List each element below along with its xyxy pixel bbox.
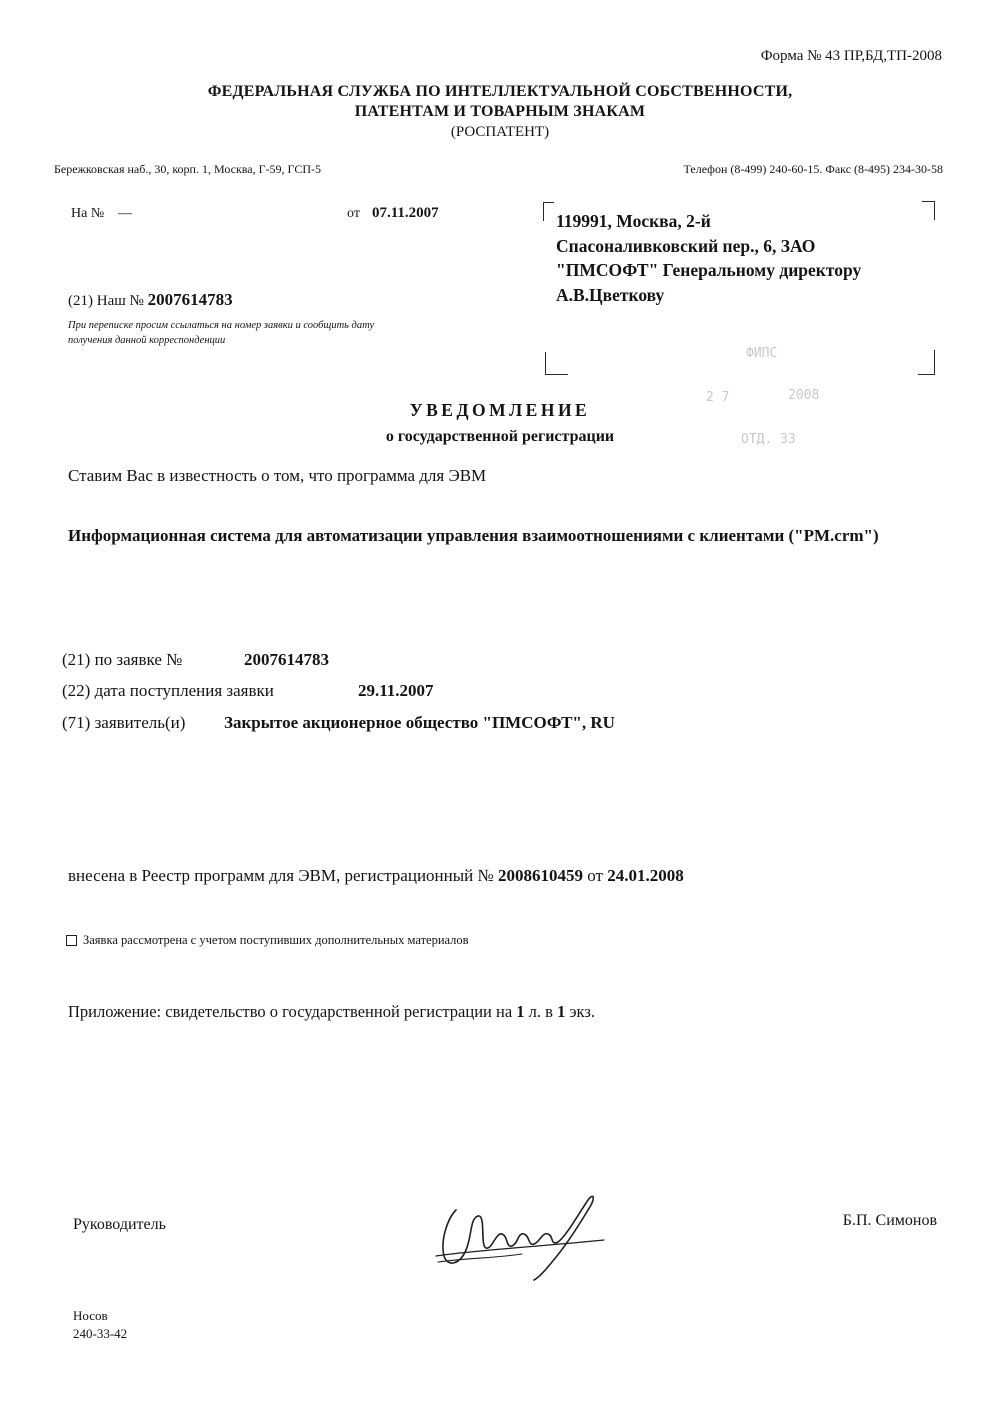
applicant-value: Закрытое акционерное общество "ПМСОФТ", RU: [224, 713, 615, 732]
head-name: Б.П. Симонов: [842, 1212, 937, 1229]
notice-title: УВЕДОМЛЕНИЕ: [409, 400, 591, 420]
recipient-line: 119991, Москва, 2-й: [556, 211, 711, 231]
receipt-date-value: 29.11.2007: [358, 681, 434, 700]
applicant-row: [62, 713, 615, 733]
recipient-line: А.В.Цветкову: [556, 284, 665, 305]
incoming-ref-label: На №: [71, 206, 105, 221]
additional-materials-checkbox-row: [66, 933, 469, 948]
notice-intro: Ставим Вас в известность о том, что программа для ЭВМ: [68, 466, 487, 485]
incoming-ref-value: —: [118, 206, 132, 221]
recipient-line: Спасоналивковский пер., 6, ЗАО: [556, 235, 816, 256]
application-number-value: 2007614783: [244, 650, 329, 669]
registration-date: 24.01.2008: [607, 866, 684, 885]
agency-name-line2: ПАТЕНТАМ И ТОВАРНЫМ ЗНАКАМ: [354, 103, 646, 120]
receipt-date-row: [62, 681, 434, 701]
registration-date-label: от: [587, 866, 603, 885]
appendix-sheets-unit: л. в: [528, 1002, 553, 1021]
registration-statement: [68, 866, 684, 886]
application-number-row: [62, 650, 329, 670]
agency-name-line1: ФЕДЕРАЛЬНАЯ СЛУЖБА ПО ИНТЕЛЛЕКТУАЛЬНОЙ СОБСТВЕННОСТИ,: [207, 83, 793, 100]
address-frame-corner: [545, 352, 568, 375]
additional-materials-checkbox: [66, 935, 77, 946]
program-name: Информационная система для автоматизации управления взаимоотношениями с клиентами ("PM.crm"): [68, 526, 879, 545]
appendix-copies: 1: [557, 1002, 566, 1021]
head-title: Руководитель: [73, 1216, 166, 1233]
received-stamp-year: 2008: [788, 388, 820, 403]
correspondence-note: При переписке просим ссылаться на номер заявки и сообщить дату получения данной корреспонденции: [68, 320, 375, 346]
incoming-date-value: 07.11.2007: [372, 205, 439, 221]
application-number-label: (21) по заявке №: [62, 650, 183, 669]
handwritten-signature: [426, 1188, 626, 1288]
appendix-label: Приложение: свидетельство о государственной регистрации на: [68, 1002, 513, 1021]
our-number-label: (21) Наш №: [68, 293, 144, 309]
additional-materials-label: Заявка рассмотрена с учетом поступивших дополнительных материалов: [83, 933, 469, 947]
address-frame-corner: [922, 201, 935, 220]
our-number: [68, 290, 233, 310]
received-stamp-day: 2 7: [706, 390, 730, 405]
incoming-date-label: от: [347, 206, 360, 221]
agency-address: Бережковская наб., 30, корп. 1, Москва, Г-59, ГСП-5: [54, 162, 322, 176]
appendix-copies-unit: экз.: [569, 1002, 595, 1021]
receipt-date-label: (22) дата поступления заявки: [62, 681, 274, 700]
received-stamp-dept: ОТД. 33: [741, 432, 796, 447]
agency-abbreviation: (РОСПАТЕНТ): [450, 124, 550, 140]
applicant-label: (71) заявитель(и): [62, 713, 186, 732]
form-number: Форма № 43 ПР,БД,ТП-2008: [760, 48, 942, 64]
executor-phone: 240-33-42: [73, 1326, 128, 1341]
received-stamp-org: ФИПС: [746, 346, 778, 361]
agency-name: [0, 82, 1000, 122]
appendix-sheets: 1: [516, 1002, 525, 1021]
our-number-value: 2007614783: [147, 290, 233, 309]
address-frame-corner: [918, 350, 935, 375]
executor-name: Носов: [73, 1308, 108, 1323]
notice-subtitle: о государственной регистрации: [385, 428, 615, 445]
appendix-line: [68, 1002, 595, 1022]
registration-text: внесена в Реестр программ для ЭВМ, регистрационный №: [68, 866, 494, 885]
registration-number: 2008610459: [497, 866, 583, 885]
agency-contacts: Телефон (8-499) 240-60-15. Факс (8-495) 234-30-58: [683, 162, 943, 176]
address-frame-corner: [543, 202, 554, 221]
recipient-address: [556, 209, 916, 307]
recipient-line: "ПМСОФТ" Генеральному директору: [556, 260, 862, 280]
